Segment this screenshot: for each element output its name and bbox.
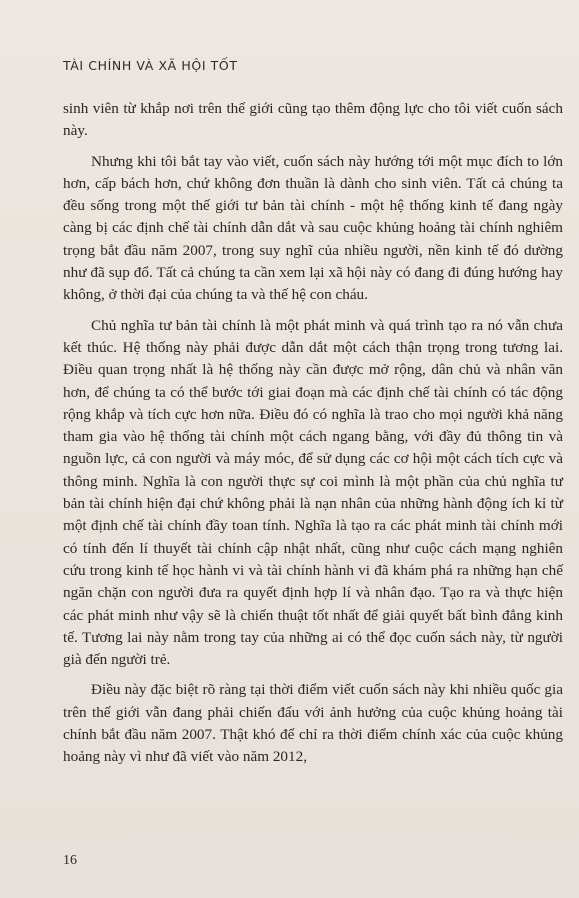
paragraph-continued: sinh viên từ khắp nơi trên thế giới cũng tạo thêm động lực cho tôi viết cuốn sách này. xyxy=(63,100,563,140)
body-text xyxy=(63,98,563,777)
running-header: TÀI CHÍNH VÀ XÃ HỘI TỐT xyxy=(63,58,238,73)
paragraph: Chủ nghĩa tư bản tài chính là một phát minh và quá trình tạo ra nó vẫn chưa kết thúc. Hệ thống này phải được dẫn dắt một cách thận trọng trong tương lai. Điều quan trọng nhất là hệ thống này cần được mở rộng, dân chủ và nhân văn hơn, để chúng ta có thể bước tới giai đoạn mà các định chế tài chính có tác động rộng khắp và tích cực hơn nữa. Điều đó có nghĩa là trao cho mọi người khả năng tham gia vào hệ thống tài chính một cách ngang bằng, với đầy đủ thông tin và nguồn lực, cả con người và máy móc, để sử dụng các cơ hội một cách tích cực và thông minh. Nghĩa là con người thực sự coi mình là một phần của chủ nghĩa tư bản tài chính hiện đại chứ không phải là nạn nhân của những hành động ích kỉ từ một định chế tài chính đầy toan tính. Nghĩa là tạo ra các phát minh tài chính mới có tính đến lí thuyết tài chính cập nhật nhất, cũng như cuộc cách mạng nghiên cứu trong kinh tế học hành vi và tài chính hành vi đã khám phá ra những hạn chế ngăn chặn con người đưa ra quyết định hợp lí và nhân đạo. Tạo ra và thực hiện các phát minh như vậy sẽ là chiến thuật tốt nhất để giải quyết bất bình đẳng kinh tế. Tương lai này nằm trong tay của những ai có thể đọc cuốn sách này, từ người già đến người trẻ. xyxy=(63,316,563,669)
page-number: 16 xyxy=(63,853,77,868)
paragraph: Điều này đặc biệt rõ ràng tại thời điểm viết cuốn sách này khi nhiều quốc gia trên thế giới vẫn đang phải chiến đấu với ảnh hưởng của cuộc khủng hoảng tài chính bắt đầu năm 2007. Thật khó để chỉ ra thời điểm chính xác của cuộc khủng hoảng này vì như đã viết vào năm 2012, xyxy=(63,681,563,766)
paragraph: Nhưng khi tôi bắt tay vào viết, cuốn sách này hướng tới một mục đích to lớn hơn, cấp bách hơn, chứ không đơn thuần là dành cho sinh viên. Tất cả chúng ta đều sống trong một thế giới tư bản tài chính - một hệ thống kinh tế đang ngày càng bị các định chế tài chính dẫn dắt và sau cuộc khủng hoảng tài chính nghiêm trọng bắt đầu năm 2007, trong suy nghĩ của nhiều người, nền kinh tế đó dường như đã sụp đổ. Tất cả chúng ta cần xem lại xã hội này có đang đi đúng hướng hay không, ở thời đại của chúng ta và thế hệ con cháu. xyxy=(63,152,563,304)
